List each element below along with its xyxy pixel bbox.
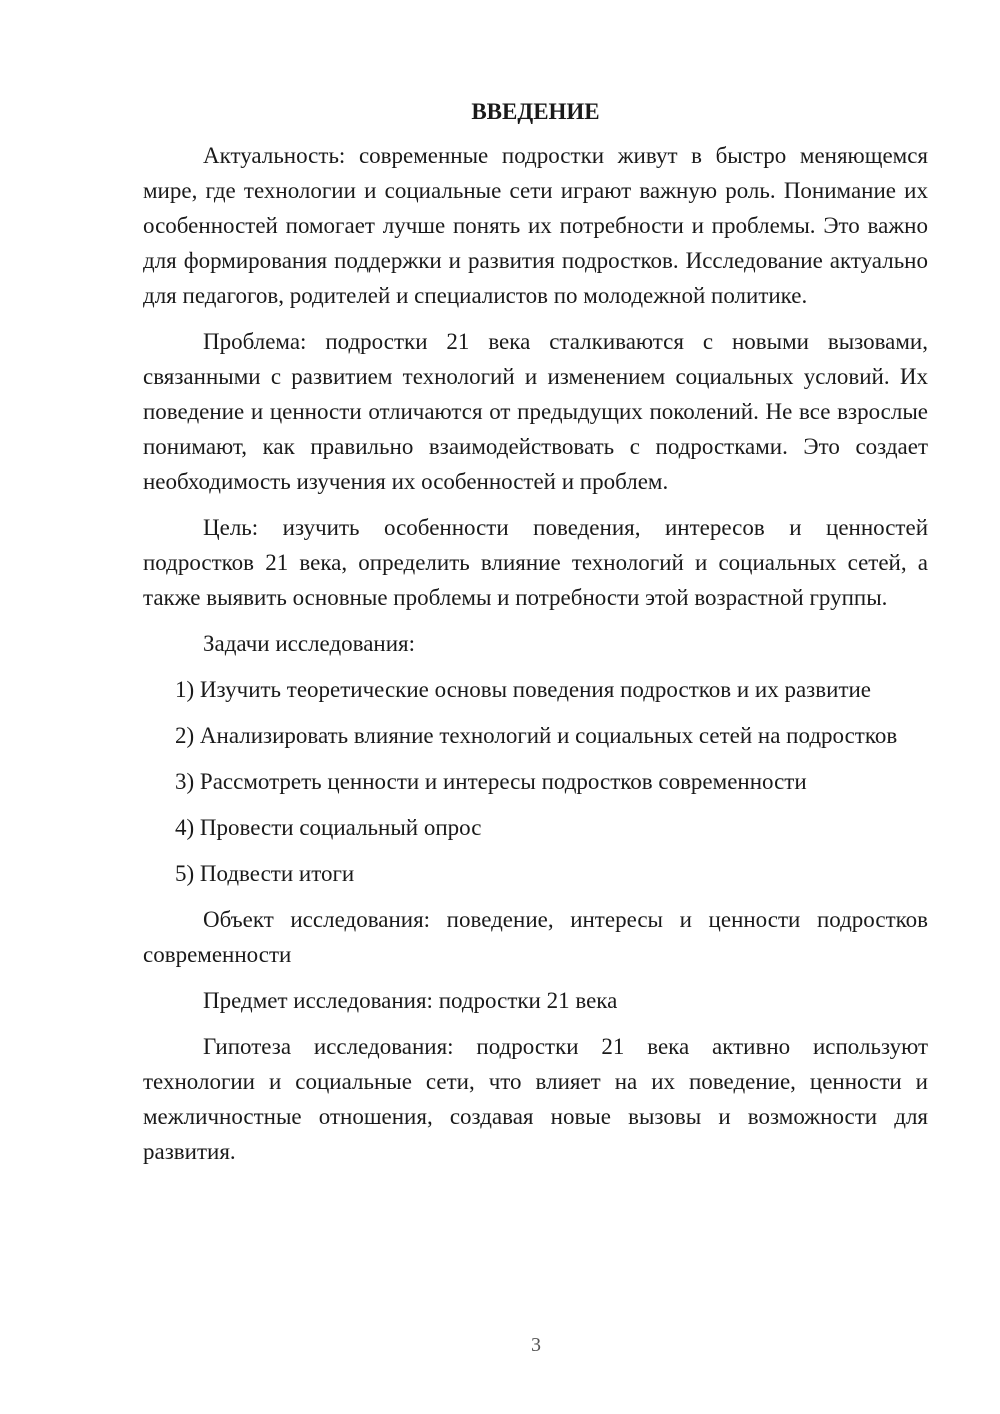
- hypothesis-paragraph: Гипотеза исследования: подростки 21 века активно используют технологии и социальные сети, что влияет на их поведение, ценности и межличностные отношения, создавая новые вызовы и возможности для развития.: [143, 1034, 928, 1164]
- goal-paragraph: Цель: изучить особенности поведения, интересов и ценностей подростков 21 века, определить влияние технологий и социальных сетей, а также выявить основные проблемы и потребности этой возрастной группы.: [143, 515, 928, 610]
- tasks-heading: Задачи исследования:: [203, 631, 416, 656]
- subject-paragraph: Предмет исследования: подростки 21 века: [203, 988, 618, 1013]
- task-item: 2) Анализировать влияние технологий и социальных сетей на подростков: [175, 723, 898, 748]
- task-item: 5) Подвести итоги: [175, 861, 355, 886]
- relevance-paragraph: Актуальность: современные подростки живут в быстро меняющемся мире, где технологии и социальные сети играют важную роль. Понимание их особенностей помогает лучше понять их потребности и проблемы. Это важно для формирования поддержки и развития подростков. Исследование актуально для педагогов, родителей и специалистов по молодежной политике.: [143, 143, 928, 308]
- problem-paragraph: Проблема: подростки 21 века сталкиваются с новыми вызовами, связанными с развитием технологий и изменением социальных условий. Их поведение и ценности отличаются от предыдущих поколений. Не все взрослые понимают, как правильно взаимодействовать с подростками. Это создает необходимость изучения их особенностей и проблем.: [143, 329, 928, 494]
- page-content: [143, 98, 928, 1180]
- task-item: 3) Рассмотреть ценности и интересы подростков современности: [175, 769, 807, 794]
- object-paragraph: Объект исследования: поведение, интересы и ценности подростков современности: [143, 907, 928, 967]
- page-number: 3: [531, 1334, 541, 1356]
- task-item: 1) Изучить теоретические основы поведения подростков и их развитие: [175, 677, 872, 702]
- section-title: ВВЕДЕНИЕ: [471, 99, 600, 124]
- task-item: 4) Провести социальный опрос: [175, 815, 482, 840]
